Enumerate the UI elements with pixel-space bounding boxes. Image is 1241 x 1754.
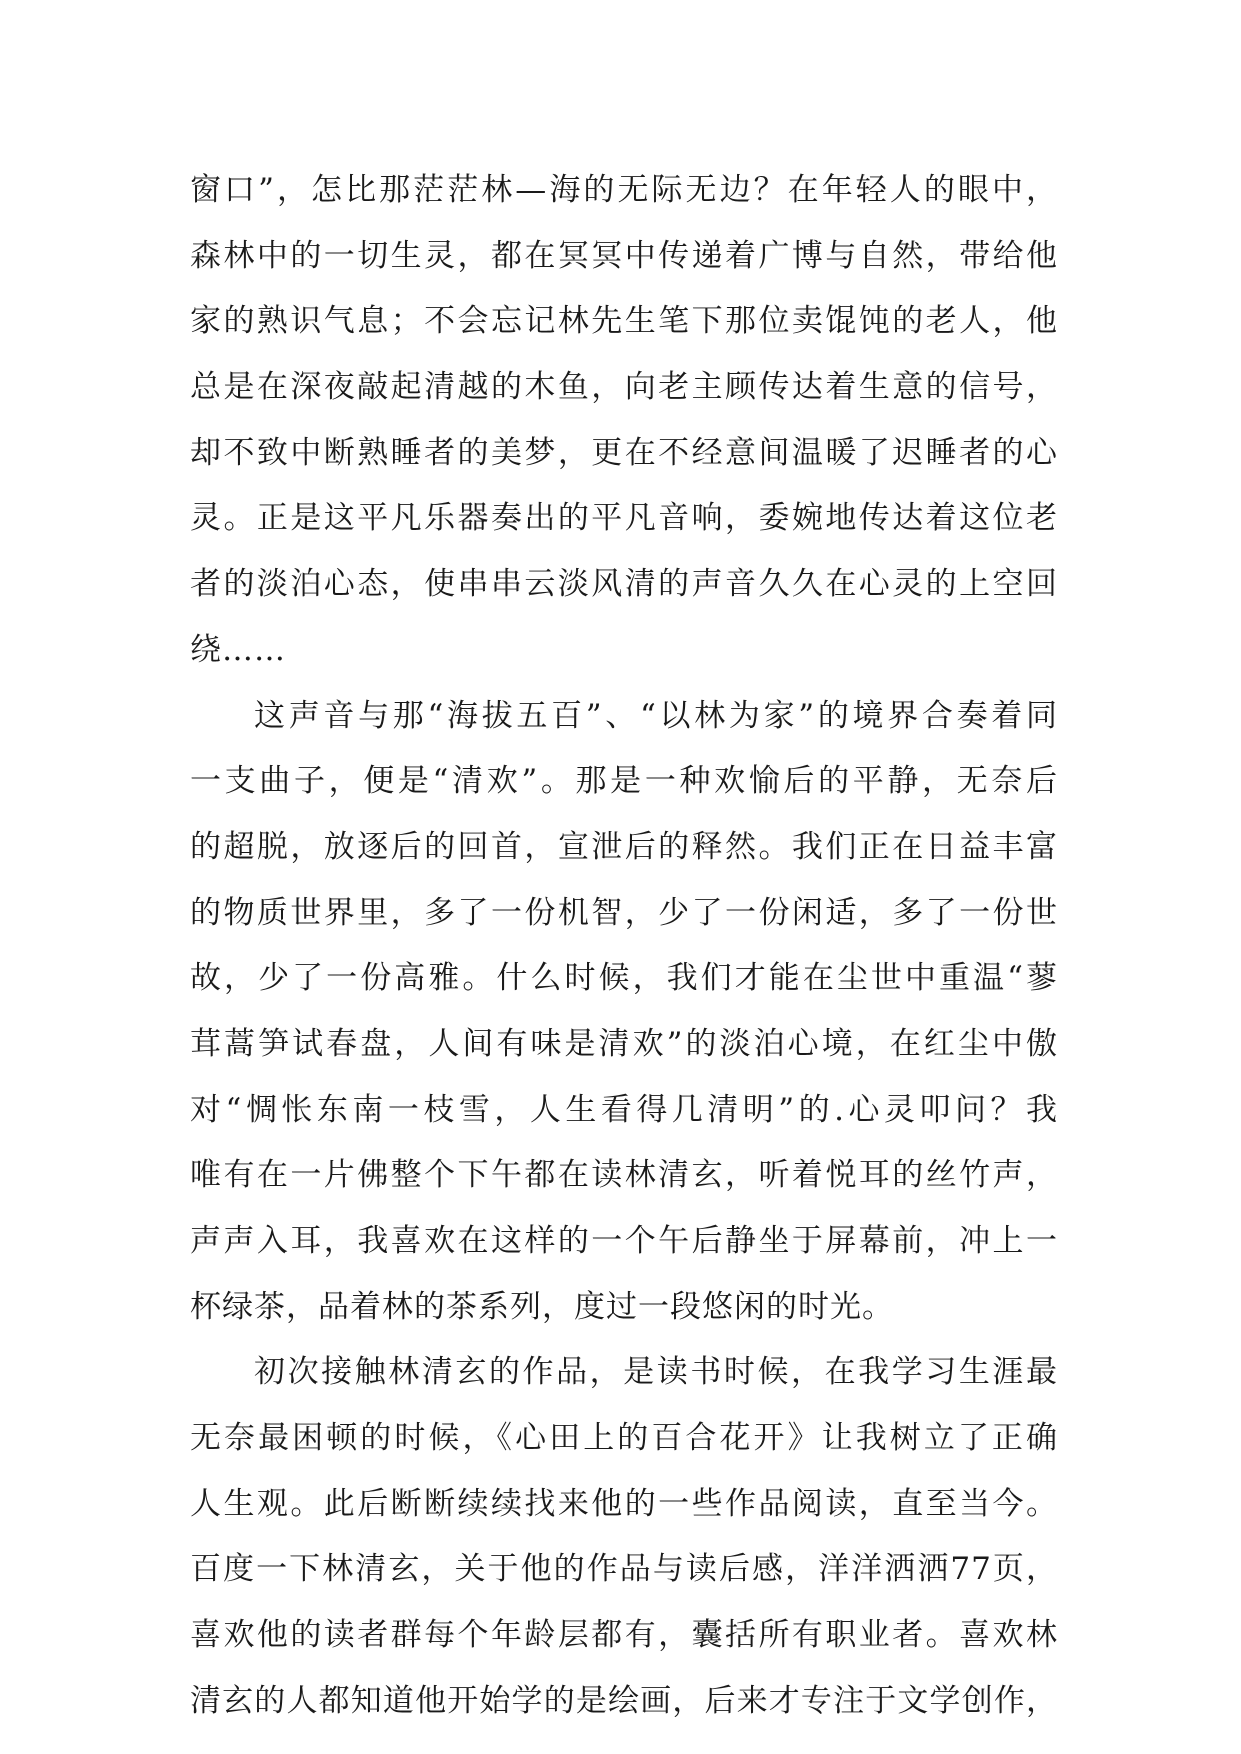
- text-line: 人生观。此后断断续续找来他的一些作品阅读，直至当今。: [190, 1485, 1058, 1522]
- text-line: 故，少了一份高雅。什么时候，我们才能在尘世中重温“蓼: [190, 960, 1058, 997]
- text-line: 森林中的一切生灵，都在冥冥中传递着广博与自然，带给他: [190, 237, 1058, 274]
- text-line: 者的淡泊心态，使串串云淡风清的声音久久在心灵的上空回: [190, 566, 1058, 603]
- paragraph-first-line: 这声音与那“海拔五百”、“以林为家”的境界合奏着同: [254, 697, 1058, 734]
- text-line: 喜欢他的读者群每个年龄层都有，囊括所有职业者。喜欢林: [190, 1617, 1058, 1654]
- paragraph-first-line: 初次接触林清玄的作品，是读书时候，在我学习生涯最: [254, 1354, 1058, 1391]
- text-line: 灵。正是这平凡乐器奏出的平凡音响，委婉地传达着这位老: [190, 500, 1058, 537]
- text-line: 一支曲子，便是“清欢”。那是一种欢愉后的平静，无奈后: [190, 763, 1058, 800]
- text-line: 却不致中断熟睡者的美梦，更在不经意间温暖了迟睡者的心: [190, 434, 1058, 471]
- text-line: 对“惆怅东南一枝雪，人生看得几清明”的.心灵叩问？我: [190, 1091, 1058, 1128]
- text-line: 的物质世界里，多了一份机智，少了一份闲适，多了一份世: [190, 894, 1058, 931]
- body-text: [190, 158, 1058, 1735]
- text-line: 的超脱，放逐后的回首，宣泄后的释然。我们正在日益丰富: [190, 828, 1058, 865]
- text-line: 家的熟识气息；不会忘记林先生笔下那位卖馄饨的老人，他: [190, 303, 1058, 340]
- text-line: 唯有在一片佛整个下午都在读林清玄，听着悦耳的丝竹声，: [190, 1157, 1058, 1194]
- text-line: 清玄的人都知道他开始学的是绘画，后来才专注于文学创作，: [190, 1682, 1058, 1719]
- text-line: 绕……: [190, 631, 286, 668]
- text-line: 无奈最困顿的时候，《心田上的百合花开》让我树立了正确: [190, 1420, 1058, 1457]
- text-line: 总是在深夜敲起清越的木鱼，向老主顾传达着生意的信号，: [190, 369, 1058, 406]
- text-line: 杯绿茶，品着林的茶系列，度过一段悠闲的时光。: [190, 1288, 894, 1325]
- text-line: 声声入耳，我喜欢在这样的一个午后静坐于屏幕前，冲上一: [190, 1223, 1058, 1259]
- text-line: 百度一下林清玄，关于他的作品与读后感，洋洋洒洒77页，: [190, 1551, 1058, 1588]
- text-line: 茸蒿笋试春盘，人间有味是清欢”的淡泊心境，在红尘中傲: [190, 1025, 1058, 1062]
- text-line: 窗口”，怎比那茫茫林—海的无际无边？在年轻人的眼中，: [190, 172, 1058, 208]
